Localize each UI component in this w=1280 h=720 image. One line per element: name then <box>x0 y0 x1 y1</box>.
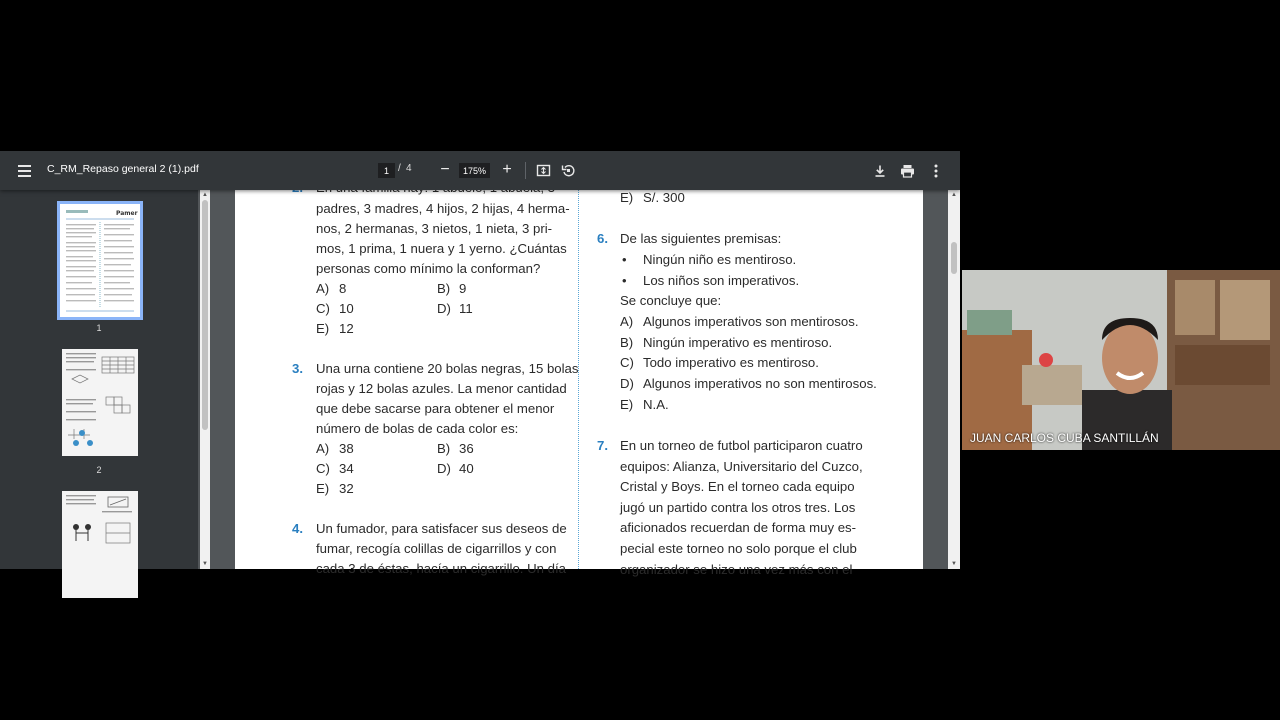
question-4-text: cada 3 de éstas, hacía un cigarrillo. Un día <box>316 561 566 576</box>
more-options-icon[interactable] <box>927 162 944 179</box>
zoom-in-button[interactable]: + <box>502 161 512 178</box>
option-value: Algunos imperativos son mentirosos. <box>643 314 859 329</box>
question-7-text: organizador se hizo una vez más con el <box>620 562 853 577</box>
svg-text:Pamer: Pamer <box>116 210 138 217</box>
question-3-text: rojas y 12 bolas azules. La menor cantidad <box>316 381 567 396</box>
bullet-icon: • <box>622 252 627 267</box>
thumbnail-page-3[interactable] <box>62 491 138 598</box>
option-value: Todo imperativo es mentiroso. <box>643 355 819 370</box>
bullet-icon: • <box>622 273 627 288</box>
page-separator: / <box>398 163 401 174</box>
option-value: 38 <box>339 441 354 456</box>
option-letter: E) <box>620 397 634 412</box>
sidebar-scroll-thumb[interactable] <box>202 200 208 430</box>
pdf-toolbar <box>0 151 960 190</box>
option-letter: C) <box>316 461 330 476</box>
thumbnail-label: 1 <box>96 323 102 333</box>
participant-video <box>962 270 1280 450</box>
toolbar-divider <box>525 162 526 179</box>
option-letter: E) <box>620 190 634 205</box>
question-7-text: pecial este torneo no solo porque el club <box>620 541 857 556</box>
option-letter: D) <box>620 376 634 391</box>
option-value: 11 <box>459 301 473 316</box>
option-value: 36 <box>459 441 474 456</box>
question-2-text: mos, 1 prima, 1 nuera y 1 yerno. ¿Cuántas <box>316 241 567 256</box>
participant-name: JUAN CARLOS CUBA SANTILLÁN <box>970 431 1159 445</box>
question-2-text: padres, 3 madres, 4 hijos, 2 hijas, 4 herma- <box>316 201 570 216</box>
video-frame-image <box>962 270 1280 450</box>
option-value: 8 <box>339 281 347 296</box>
option-value: 34 <box>339 461 354 476</box>
option-value: 10 <box>339 301 354 316</box>
option-letter: E) <box>316 481 330 496</box>
fit-to-page-icon[interactable] <box>535 162 552 179</box>
page-total: 4 <box>406 163 412 174</box>
question-6-intro: De las siguientes premisas: <box>620 231 782 246</box>
file-title: C_RM_Repaso general 2 (1).pdf <box>47 163 199 175</box>
option-value: S/. 300 <box>643 190 685 205</box>
option-value: Algunos imperativos no son mentirosos. <box>643 376 877 391</box>
question-7-text: En un torneo de futbol participaron cuatro <box>620 438 863 453</box>
menu-icon[interactable] <box>12 161 36 181</box>
thumbnail-page-1[interactable] <box>60 204 140 317</box>
premise-item: Los niños son imperativos. <box>643 273 800 288</box>
question-7-text: aficionados recuerdan de forma muy es- <box>620 520 857 535</box>
question-6-conclusion: Se concluye que: <box>620 293 722 308</box>
option-letter: E) <box>316 321 330 336</box>
question-4-number: 4. <box>292 521 303 536</box>
option-letter: B) <box>620 335 634 350</box>
thumbnail-sidebar <box>0 190 198 569</box>
document-scroll-thumb[interactable] <box>951 242 957 274</box>
question-3-text: Una urna contiene 20 bolas negras, 15 bolas <box>316 361 579 376</box>
option-value: N.A. <box>643 397 669 412</box>
question-7-text: jugó un partido contra los otros tres. Los <box>620 500 856 515</box>
question-2-text: personas como mínimo la conforman? <box>316 261 541 276</box>
option-value: 12 <box>339 321 354 336</box>
option-value: Ningún imperativo es mentiroso. <box>643 335 833 350</box>
option-value: 40 <box>459 461 474 476</box>
option-letter: A) <box>620 314 634 329</box>
page-number-input[interactable]: 1 <box>378 163 395 178</box>
option-letter: A) <box>316 281 330 296</box>
question-6-number: 6. <box>597 231 608 246</box>
question-7-number: 7. <box>597 438 608 453</box>
question-2-text: nos, 2 hermanas, 3 nietos, 1 nieta, 3 pri- <box>316 221 553 236</box>
pdf-page <box>235 190 923 577</box>
question-4-text: fumar, recogía colillas de cigarrillos y con <box>316 541 557 556</box>
option-letter: D) <box>437 301 451 316</box>
option-value: 32 <box>339 481 354 496</box>
thumbnail-page-2[interactable] <box>62 349 138 456</box>
rotate-icon[interactable] <box>560 162 577 179</box>
option-letter: B) <box>437 281 451 296</box>
question-7-text: equipos: Alianza, Universitario del Cuzco, <box>620 459 863 474</box>
thumbnail-label: 2 <box>96 465 102 475</box>
option-value: 9 <box>459 281 467 296</box>
question-3-text: que debe sacarse para obtener el menor <box>316 401 555 416</box>
option-letter: D) <box>437 461 451 476</box>
document-scrollbar[interactable]: ▲ ▼ <box>948 190 960 569</box>
zoom-out-button[interactable]: − <box>440 161 450 178</box>
zoom-level-input[interactable]: 175% <box>459 163 490 178</box>
pdf-viewer <box>0 151 960 577</box>
option-letter: B) <box>437 441 451 456</box>
option-letter: C) <box>316 301 330 316</box>
question-7-text: Cristal y Boys. En el torneo cada equipo <box>620 479 855 494</box>
print-icon[interactable] <box>898 162 916 179</box>
question-3-number: 3. <box>292 361 303 376</box>
sidebar-scrollbar[interactable]: ▲ ▼ <box>200 190 210 569</box>
question-3-text: número de bolas de cada color es: <box>316 421 519 436</box>
option-letter: A) <box>316 441 330 456</box>
option-letter: C) <box>620 355 634 370</box>
column-divider <box>578 190 579 569</box>
download-icon[interactable] <box>871 162 888 179</box>
question-4-text: Un fumador, para satisfacer sus deseos de <box>316 521 567 536</box>
premise-item: Ningún niño es mentiroso. <box>643 252 797 267</box>
